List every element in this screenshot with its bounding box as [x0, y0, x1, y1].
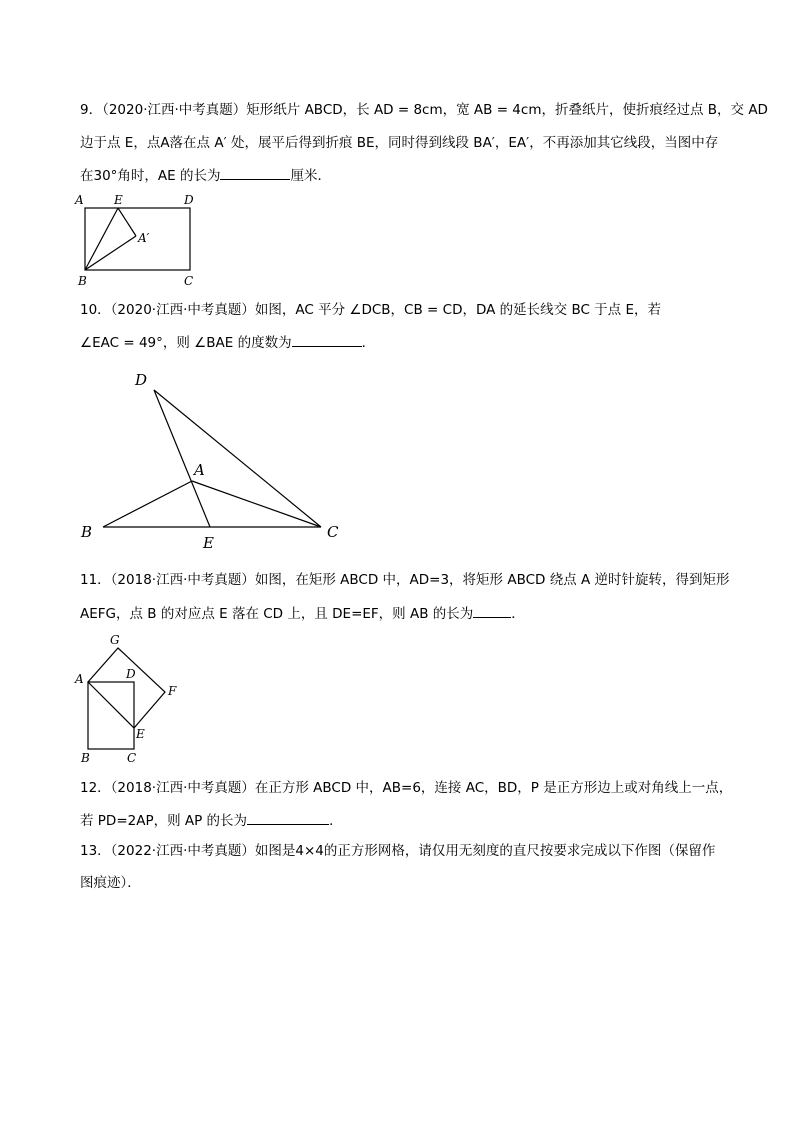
q9-line-1: 9．（2020·江西·中考真题）矩形纸片 ABCD，长 AD = 8cm，宽 AB = 4cm，折叠纸片，使折痕经过点 B，交 AD: [80, 102, 768, 118]
q10-tail: ．: [361, 335, 376, 351]
q11-answer-blank: [473, 603, 511, 618]
q10-line-2-text: ∠EAC = 49°，则 ∠BAE 的度数为: [80, 335, 292, 351]
q10-label-d: D: [135, 371, 148, 389]
q11-label-f: F: [168, 684, 177, 698]
q10-figure: [75, 365, 355, 565]
q11-label-d: D: [126, 667, 136, 681]
q10-answer-blank: [292, 332, 362, 347]
q9-line-3-text: 在30°角时，AE 的长为: [80, 168, 221, 184]
q11-label-b: B: [81, 751, 90, 765]
q9-answer-blank: [220, 165, 290, 180]
q11-rectangle-abcd: [88, 682, 134, 749]
q10-label-a: A: [194, 461, 205, 479]
q9-tail: 厘米．: [290, 168, 331, 184]
q12-tail: ．: [329, 813, 343, 829]
q9-line-3: [80, 165, 331, 186]
q9-line-2: 边于点 E，点A落在点 A′ 处，展平后得到折痕 BE，同时得到线段 BA′，EA′，不再添加其它线段，当图中存: [80, 135, 719, 151]
q9-label-e: E: [114, 193, 123, 207]
q10-label-c: C: [327, 523, 339, 541]
q10-label-e: E: [203, 534, 214, 552]
q13-line-1: 13．（2022·江西·中考真题）如图是4×4的正方形网格，请仅用无刻度的直尺按要求完成以下作图（保留作: [80, 843, 716, 859]
q11-figure: [72, 628, 202, 768]
q11-line-2: [80, 603, 525, 624]
q11-line-1: 11．（2018·江西·中考真题）如图，在矩形 ABCD 中，AD=3，将矩形 ABCD 绕点 A 逆时针旋转，得到矩形: [80, 572, 730, 588]
q9-label-c: C: [184, 274, 194, 288]
q12-line-2-text: 若 PD=2AP，则 AP 的长为: [80, 813, 248, 829]
q10-line-de: [154, 390, 210, 527]
q9-label-b: B: [78, 274, 87, 288]
q11-label-g: G: [110, 633, 120, 647]
q10-line-ba: [103, 481, 192, 527]
q9-line-ea: [118, 208, 136, 236]
q9-label-a: A: [75, 193, 84, 207]
q12-line-1: 12．（2018·江西·中考真题）在正方形 ABCD 中，AB=6，连接 AC，BD，P 是正方形边上或对角线上一点，: [80, 780, 733, 796]
q11-tail: ．: [511, 606, 525, 622]
q9-fold-be: [85, 208, 118, 270]
q9-label-d: D: [184, 193, 194, 207]
q12-line-2: [80, 810, 343, 831]
q9-figure: [70, 190, 210, 290]
q11-line-2-text: AEFG，点 B 的对应点 E 落在 CD 上，且 DE=EF，则 AB 的长为: [80, 606, 474, 622]
q12-answer-blank: [247, 810, 329, 825]
q10-label-b: B: [81, 523, 93, 541]
q10-line-2: [80, 332, 375, 353]
q13-line-2: 图痕迹）．: [80, 875, 141, 891]
q11-label-e: E: [136, 727, 145, 741]
q9-line-ba: [85, 236, 136, 270]
q10-side-dc: [154, 390, 321, 527]
q11-rectangle-aefg: [88, 648, 165, 728]
q9-label-a-prime: A′: [138, 231, 150, 245]
q11-label-a: A: [75, 672, 84, 686]
q10-line-1: 10．（2020·江西·中考真题）如图，AC 平分 ∠DCB，CB = CD，DA 的延长线交 BC 于点 E，若: [80, 302, 662, 318]
q11-label-c: C: [127, 751, 137, 765]
q10-line-ac: [192, 481, 321, 527]
